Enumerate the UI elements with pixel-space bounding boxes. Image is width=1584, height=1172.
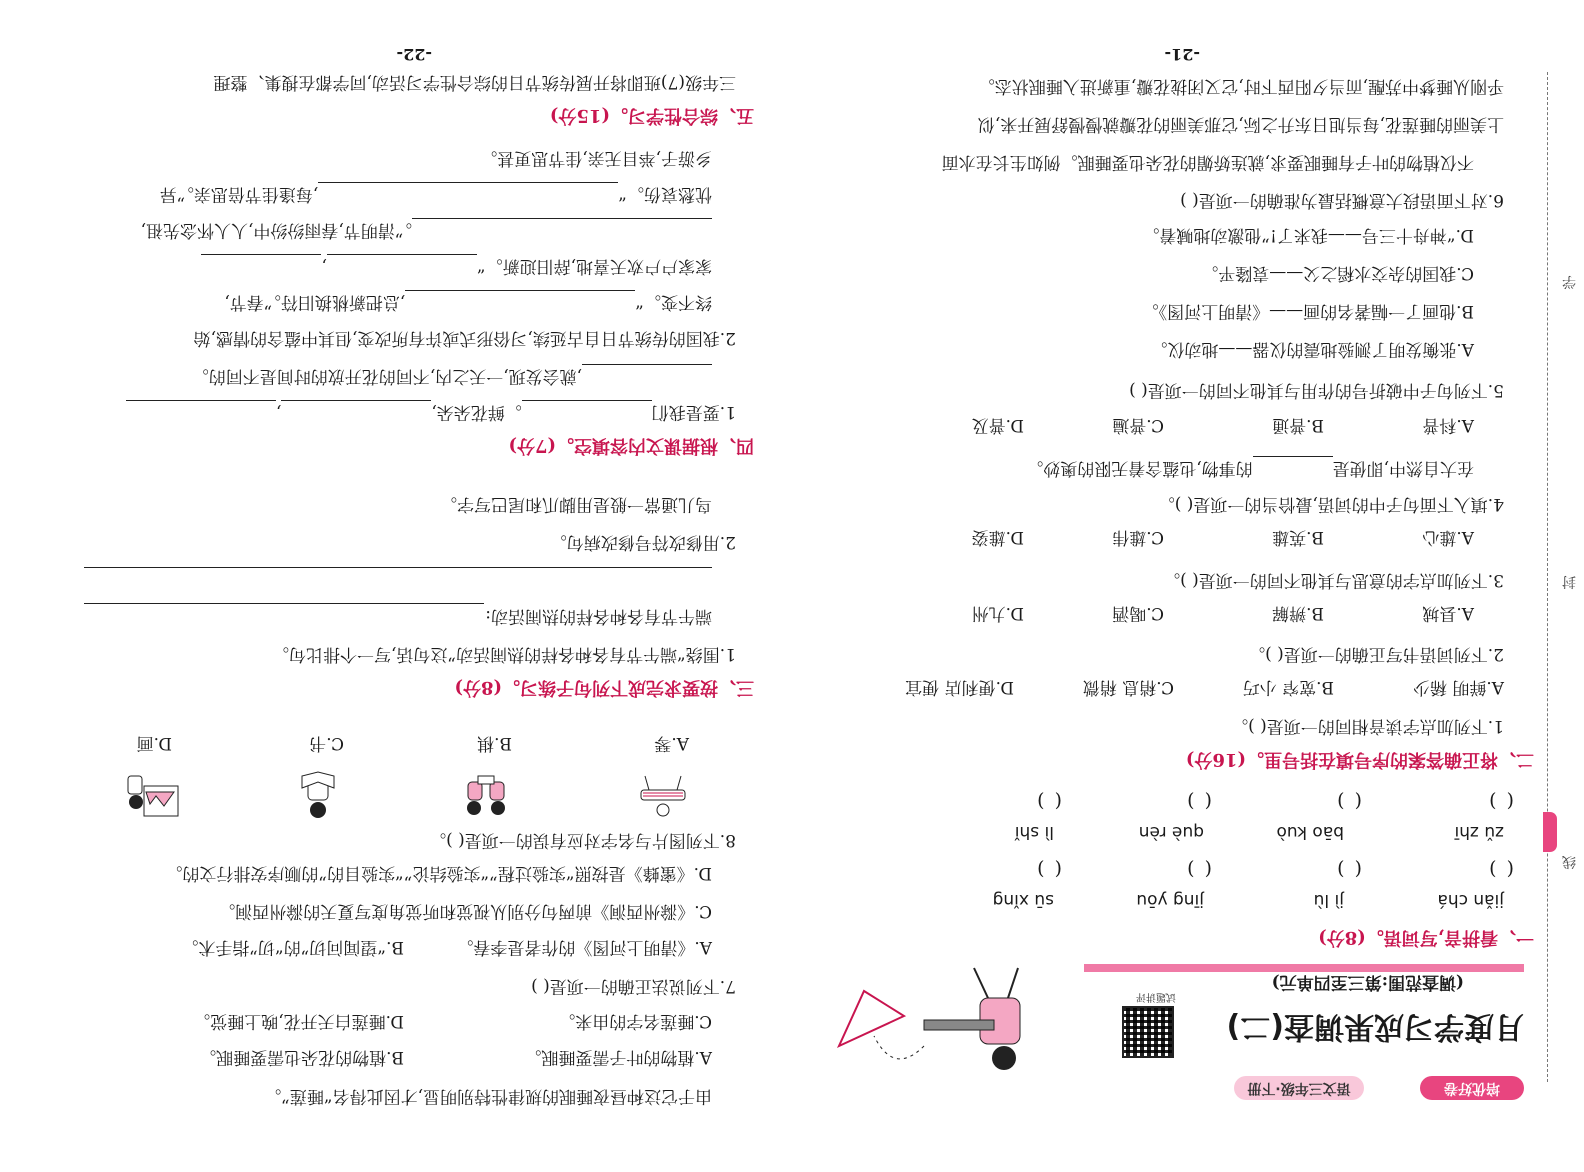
fill-blank[interactable]	[582, 364, 712, 365]
option[interactable]: B.普通	[1272, 415, 1324, 435]
option[interactable]: D.《蜜蜂》是按照“实验过程”“实验结论”“实验目的”的顺序安排行文的。	[165, 863, 712, 883]
option[interactable]: C.我国的杂交水稻之父——袁隆平。	[1201, 263, 1474, 283]
title-bar	[1084, 964, 1524, 972]
sentence-part: 家家户户欢天喜地,辞旧迎新。“	[476, 256, 712, 276]
answer-blank[interactable]: ( )	[1035, 858, 1062, 880]
question-stem: 2.下列词语书写正确的一项是( )。	[1248, 644, 1504, 664]
question-stem: 4.填入下面句子中的词语,最恰当的一项是( )。	[1157, 494, 1504, 514]
pinyin-item: bāo kuò	[1276, 822, 1344, 842]
page-subtitle: (调查范围:第三至四单元)	[1271, 972, 1464, 992]
fill-blank[interactable]	[1253, 456, 1333, 457]
grade-badge: 语文三年级·下册	[1234, 1076, 1364, 1100]
student-airplane-illustration	[834, 956, 1064, 1086]
sentence-part: ,总把新桃换旧符。”春节,	[224, 292, 406, 312]
fill-sentence	[224, 290, 712, 314]
question-stem: 6.对下面语段大意概括最为准确的一项是( )	[1180, 190, 1504, 210]
fill-blank[interactable]	[126, 400, 276, 401]
question-stem: 5.下列句子中破折号的作用与其他不同的一项是( )	[1129, 380, 1504, 400]
option[interactable]: C.睡莲名字的由来。	[558, 1011, 712, 1031]
fill-blank[interactable]	[405, 290, 635, 291]
option[interactable]: A.张衡发明了测验地震的仪器——地动仪。	[1150, 339, 1474, 359]
option[interactable]: A.科普	[1422, 415, 1474, 435]
pinyin-item: jiǎn chá	[1437, 890, 1504, 910]
option[interactable]: A.《清明上河图》的作者是李春。	[456, 937, 712, 957]
binding-strip	[1544, 0, 1584, 1172]
passage-line: 不仅植物的叶子有睡眠要求,就连娇媚的花朵也要睡眠。例如生长在水面	[941, 152, 1474, 172]
option[interactable]: A.鲜明 稀少	[1412, 677, 1504, 697]
cut-line	[1547, 72, 1548, 1082]
question-stem: 2.用修改符号修改病句。	[549, 532, 736, 552]
qr-label: 试题讲评	[1136, 991, 1176, 1002]
sentence-part: ,每逢佳节倍思亲。”异	[159, 184, 319, 204]
pinyin-item: jīng yōu	[1136, 890, 1204, 910]
option[interactable]: C.《滁州西涧》前两句分别从视觉和听觉角度写夏天的滁州西涧。	[218, 901, 712, 921]
answer-blank[interactable]: ( )	[1335, 858, 1362, 880]
pinyin-item: jì lù	[1313, 890, 1344, 910]
option[interactable]: D.画	[136, 733, 172, 753]
fill-sentence	[126, 400, 736, 424]
pinyin-item: sū xǐng	[992, 890, 1054, 910]
option[interactable]: B.辨解	[1272, 603, 1324, 623]
answer-blank[interactable]: ( )	[1185, 858, 1212, 880]
section-1-title: 一、看拼音,写词语。(8分)	[1318, 927, 1534, 948]
sentence-part: 的事物,也蕴含着无限的奥妙。	[1026, 458, 1253, 478]
option[interactable]: C.稍息 稍微	[1082, 677, 1174, 697]
fill-sentence	[201, 254, 712, 278]
section-5-title: 五、综合性学习。(15分)	[549, 105, 754, 126]
option[interactable]: D.“神舟十三号——我来了!”他激动地喊着。	[1142, 225, 1474, 245]
option[interactable]: D.雄姿	[971, 527, 1024, 547]
binding-char: 学	[1562, 273, 1576, 289]
option[interactable]: A.植物的叶子需要睡眠。	[524, 1047, 712, 1067]
passage-line: 2.我国的传统节日自古延续,习俗形式或许有所改变,但其中蕴含的情感,始	[193, 328, 736, 348]
option[interactable]: C.喝酒	[1112, 603, 1164, 623]
sentence-part: ,	[321, 256, 327, 276]
answer-line[interactable]	[84, 567, 712, 568]
lead-text: 端午节有各种各样的热闹活动:	[485, 606, 712, 626]
sentence-part: 。”清明节,春雨纷纷中,人人怀念先祖,	[140, 220, 412, 240]
passage-line: 由于它这种昼夜睡眠的规律性特别明显,才因此得名“睡莲”。	[264, 1086, 712, 1106]
option[interactable]: C.普遍	[1112, 415, 1164, 435]
page-title: 月度学习成果调查(二)	[1226, 1009, 1524, 1044]
pinyin-item: què rèn	[1138, 822, 1204, 842]
answer-blank[interactable]: ( )	[1487, 858, 1514, 880]
page-number: -22-	[396, 45, 432, 64]
option[interactable]: B.植物的花朵也需要睡眠。	[199, 1047, 404, 1067]
fill-blank[interactable]	[201, 254, 321, 255]
answer-blank[interactable]: ( )	[1335, 790, 1362, 812]
sentence-part: 忧愁哀伤。“	[618, 184, 712, 204]
question-stem: 3.下列加点字的意思与其他不同的一项是( )。	[1163, 570, 1504, 590]
section-3-title: 三、按要求完成下列句子练习。(8分)	[454, 677, 754, 698]
question-stem: 7.下列说法正确的一项是( )	[531, 976, 736, 996]
option[interactable]: B.“望闻问切”的“切”指手术。	[181, 937, 404, 957]
answer-line[interactable]	[84, 603, 484, 604]
option[interactable]: B.英雄	[1272, 527, 1324, 547]
option[interactable]: D.九州	[971, 603, 1024, 623]
question-stem: 1.围绕“端午节有各种各样的热闹活动”这句话,写一个排比句。	[271, 644, 736, 664]
reading-student-picture	[292, 768, 344, 822]
binding-tab	[1543, 812, 1557, 852]
option[interactable]: A.雄心	[1422, 527, 1474, 547]
binding-char: 线	[1562, 853, 1576, 869]
painting-student-picture	[124, 768, 184, 822]
pinyin-item: lì shǐ	[1014, 822, 1054, 842]
fill-blank[interactable]	[522, 400, 652, 401]
sentence-part: 在大自然中,即使是	[1332, 458, 1474, 478]
fill-sentence	[1026, 456, 1474, 480]
page-number: -21-	[1164, 45, 1200, 64]
passage-line: 乎刚从睡梦中苏醒,而当夕阳西下时,它又闭拢花瓣,重新进入睡眠状态。	[977, 76, 1504, 96]
fill-blank[interactable]	[412, 218, 712, 219]
sentence-part: 终不变。“	[635, 292, 712, 312]
sentence-part: ,就会发现,一天之内,不同的花开放的时间是不同的。	[191, 366, 582, 386]
sentence-part: ,	[275, 402, 282, 422]
section-4-title: 四、根据课文内容填空。(7分)	[508, 435, 754, 456]
question-stem: 1.下列加点字读音相同的一项是( )。	[1231, 716, 1504, 736]
go-players-picture	[460, 768, 512, 822]
page-22	[0, 0, 784, 1172]
binding-char: 封	[1562, 573, 1576, 589]
option[interactable]: C.雄伟	[1112, 527, 1164, 547]
fill-blank[interactable]	[281, 400, 431, 401]
guqin-picture	[637, 770, 689, 820]
answer-blank[interactable]: ( )	[1035, 790, 1062, 812]
fill-sentence	[141, 218, 712, 242]
option[interactable]: A.琴	[654, 733, 689, 753]
answer-blank[interactable]: ( )	[1185, 790, 1212, 812]
brand-badge: 培优好卷	[1420, 1076, 1524, 1100]
sentence-to-fix: 鸟儿通常一般是用脚爪和尾巴写字。	[440, 494, 712, 514]
option[interactable]: B.棋	[477, 733, 512, 753]
sentence-part: 1.要是我们	[651, 402, 736, 422]
section-2-title: 二、将正确答案的序号填在括号里。(16分)	[1185, 749, 1534, 770]
pinyin-item: zǔ zhī	[1454, 822, 1504, 842]
sentence-part: 。鲜花朵朵,	[431, 402, 522, 422]
fill-sentence	[192, 364, 712, 388]
fill-blank[interactable]	[318, 182, 618, 183]
option[interactable]: B.他画了一幅著名的画——《清明上河图》。	[1141, 301, 1474, 321]
option[interactable]: A.县城	[1422, 603, 1474, 623]
answer-blank[interactable]: ( )	[1487, 790, 1514, 812]
passage-line: 上美丽的睡莲花,每当旭日东升之际,它那美丽的花瓣就慢慢舒展开来,似	[977, 114, 1504, 134]
option[interactable]: B.宽窄 小巧	[1242, 677, 1334, 697]
fill-sentence	[160, 182, 712, 206]
question-stem: 8.下列图片与名字对应有误的一项是( )。	[429, 830, 736, 850]
option[interactable]: D.普及	[971, 415, 1024, 435]
option[interactable]: D.便利店 便宜	[905, 677, 1014, 697]
passage-line: 三年级(7)班即将开展传统节日的综合性学习活动,同学都在搜集、整理	[213, 72, 736, 92]
passage-line: 乡游子,举目无亲,佳节思更甚。	[480, 148, 712, 168]
qr-code[interactable]	[1122, 1006, 1174, 1058]
option[interactable]: C.书	[309, 733, 344, 753]
option[interactable]: D.睡莲白天开花,晚上睡觉。	[193, 1011, 404, 1031]
fill-blank[interactable]	[327, 254, 477, 255]
page-21	[794, 0, 1584, 1172]
